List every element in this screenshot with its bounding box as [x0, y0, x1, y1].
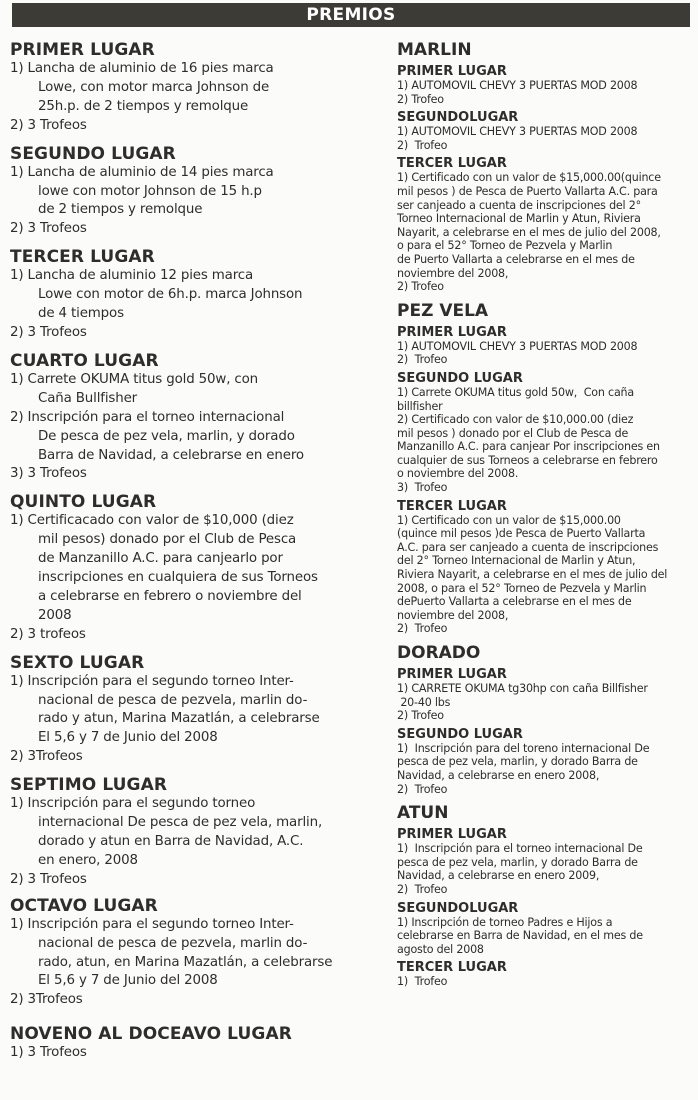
prize-line: 2) 3Trofeos [10, 992, 83, 1008]
prize-line: dePuerto Vallarta a celebrarse en el mes de [397, 595, 632, 609]
prize-list [397, 171, 691, 293]
prize-line: 2) Trofeo [397, 709, 444, 723]
prize-line: 1) Lancha de aluminio 12 pies marca [10, 268, 254, 284]
place-heading: OCTAVO LUGAR [10, 895, 158, 916]
prize-line: nacional de pesca de pezvela, marlin do- [38, 692, 308, 708]
place-heading: TERCER LUGAR [397, 498, 507, 514]
prize-line: de 2 tiempos y remolque [38, 202, 203, 218]
prize-line: 1) Carrete OKUMA titus gold 50w, con [10, 371, 259, 387]
prize-line: nacional de pesca de pezvela, marlin do- [38, 935, 308, 951]
place-heading: QUINTO LUGAR [10, 492, 157, 513]
prize-line: Lowe con motor de 6h.p. marca Johnson [38, 287, 303, 303]
prize-line: 2) Trofeo [397, 138, 448, 152]
prize-line: A.C. para ser canjeado a cuenta de inscripciones [397, 540, 659, 554]
prize-line: pesca de pez vela, marlin, y dorado Barra de [397, 855, 638, 869]
place-heading: TERCER LUGAR [10, 247, 155, 268]
place-section [10, 492, 340, 644]
prize-line: Barra de Navidad, a celebrarse en enero [38, 447, 304, 463]
place-heading: SEGUNDOLUGAR [397, 110, 519, 126]
prize-list [10, 371, 340, 484]
prize-line: 3) Trofeo [397, 481, 448, 495]
prize-list [397, 742, 691, 796]
place-heading: SEPTIMO LUGAR [10, 775, 168, 796]
prize-list [10, 60, 340, 136]
prize-list [397, 79, 691, 106]
prize-line: Nayarit, a celebrarse en el mes de julio del 2008, [397, 225, 661, 239]
place-section [397, 65, 691, 106]
place-heading: PRIMER LUGAR [397, 827, 507, 843]
category-heading: MARLIN [397, 40, 472, 60]
place-heading: PRIMER LUGAR [397, 324, 507, 340]
prize-line: 2) Certificado con valor de $10,000.00 (diez [397, 413, 634, 427]
category-heading: ATUN [397, 803, 449, 824]
prize-line: 2) 3 Trofeos [10, 117, 87, 133]
prize-line: del 2° Torneo Internacional de Marlin y Atun, [397, 554, 636, 568]
prize-line: Navidad, a celebrarse en enero 2009, [397, 869, 600, 883]
prize-line: billfisher [397, 399, 443, 413]
place-section [397, 372, 691, 495]
prize-line: noviembre del 2008, [397, 266, 509, 280]
prize-line: celebrarse en Barra de Navidad, en el mes de [397, 929, 643, 943]
prize-list [397, 916, 691, 957]
prize-line: 1) 3 Trofeos [10, 1045, 87, 1061]
prize-line: El 5,6 y 7 de Junio del 2008 [38, 973, 218, 989]
prize-line: noviembre del 2008, [397, 608, 509, 622]
place-heading: PRIMER LUGAR [397, 667, 507, 682]
prize-line: de 4 tiempos [38, 306, 124, 322]
place-section [10, 653, 340, 768]
place-section [397, 157, 691, 293]
premios-banner: PREMIOS [12, 3, 690, 27]
category-heading: PEZ VELA [397, 300, 489, 321]
place-heading: SEGUNDO LUGAR [10, 143, 176, 164]
prize-line: inscripciones en cualquiera de sus Torneos [38, 570, 318, 586]
prize-line: 1) Lancha de aluminio de 16 pies marca [10, 61, 274, 76]
prize-line: o para el 52° Torneo de Pezvela y Marlin [397, 239, 613, 253]
prize-line: 1) Inscripción para el segundo torneo [10, 796, 256, 812]
place-heading: SEGUNDO LUGAR [397, 726, 523, 742]
prize-line: Riviera Nayarit, a celebrarse en el mes de julio del [397, 568, 668, 582]
place-section [10, 775, 340, 890]
prize-line: 2) Trofeo [397, 92, 444, 106]
prize-list [10, 673, 340, 768]
prize-line: 2008, o para el 52° Torneo de Pezvela y Marlin [397, 581, 647, 595]
prize-line: 1) Certificado con un valor de $15,000.00(quince [397, 171, 661, 185]
prize-line: rado y atun, Marina Mazatlán, a celebrarse [38, 711, 320, 727]
prize-line: mil pesos) donado por el Club de Pesca [38, 532, 297, 548]
place-heading: PRIMER LUGAR [10, 40, 155, 60]
prize-list [10, 512, 340, 644]
prize-line: 2) Trofeo [397, 622, 448, 636]
place-section [10, 247, 340, 343]
place-heading: TERCER LUGAR [397, 156, 507, 172]
prize-list [397, 514, 691, 636]
place-section [397, 828, 691, 896]
prize-line: 1) Carrete OKUMA titus gold 50w, Con caña [397, 385, 634, 399]
prize-line: 1) Inscripción para el segundo torneo Inter- [10, 916, 294, 932]
prize-line: El 5,6 y 7 de Junio del 2008 [38, 730, 218, 746]
category-section [397, 40, 691, 294]
prize-line: internacional De pesca de pez vela, marlin, [38, 815, 323, 831]
prize-line: Lowe, con motor marca Johnson de [38, 79, 270, 95]
place-section [10, 144, 340, 240]
prize-list [10, 1044, 340, 1063]
place-heading: SEGUNDOLUGAR [397, 900, 519, 916]
place-heading: PRIMER LUGAR [397, 64, 507, 79]
prize-line: 1) Certificacado con valor de $10,000 (diez [10, 513, 294, 529]
prize-line: 1) Lancha de aluminio de 14 pies marca [10, 164, 274, 180]
prize-line: 1) AUTOMOVIL CHEVY 3 PUERTAS MOD 2008 [397, 339, 638, 353]
prize-list [10, 916, 340, 1011]
place-section [10, 40, 340, 136]
place-section [10, 1024, 340, 1063]
prize-line: Caña Bullfisher [38, 390, 138, 406]
prize-line: 2) Trofeo [397, 353, 448, 367]
prize-line: 1) CARRETE OKUMA tg30hp con caña Billfisher [397, 682, 648, 695]
prize-line: 1) AUTOMOVIL CHEVY 3 PUERTAS MOD 2008 [397, 125, 638, 139]
prize-line: 1) Inscripción para el torneo internacional De [397, 842, 643, 856]
prize-line: 2) 3 Trofeos [10, 871, 87, 887]
category-heading: DORADO [397, 643, 481, 663]
place-section [397, 961, 691, 989]
prize-list [397, 842, 691, 896]
category-section [397, 643, 691, 796]
place-heading: NOVENO AL DOCEAVO LUGAR [10, 1024, 292, 1045]
prize-line: agosto del 2008 [397, 942, 484, 956]
prize-line: cualquier de sus Torneos a celebrarse en febrero [397, 453, 658, 467]
prize-line: de Puerto Vallarta a celebrarse en el mes de [397, 252, 635, 266]
prize-list [10, 795, 340, 890]
prize-line: mil pesos ) donado por el Club de Pesca de [397, 426, 629, 440]
prize-line: de Manzanillo A.C. para canjearlo por [38, 551, 283, 567]
prize-line: 1) Inscripción de torneo Padres e Hijos a [397, 915, 613, 929]
prize-list [397, 386, 691, 495]
prize-list [397, 682, 691, 723]
prize-line: De pesca de pez vela, marlin, y dorado [38, 428, 295, 444]
prize-line: Navidad, a celebrarse en enero 2008, [397, 768, 600, 782]
prize-line: 1) AUTOMOVIL CHEVY 3 PUERTAS MOD 2008 [397, 79, 638, 92]
prize-line: 2) Trofeo [397, 782, 448, 796]
prize-line: 1) Certificado con un valor de $15,000.00 [397, 513, 621, 527]
prize-line: 2) 3Trofeos [10, 749, 83, 765]
place-section [10, 896, 340, 1011]
place-section [397, 111, 691, 152]
place-section [397, 728, 691, 796]
prize-line: o noviembre del 2008. [397, 467, 519, 481]
category-section [397, 803, 691, 989]
prize-line: 1) Inscripción para el segundo torneo Inter- [10, 673, 294, 689]
prize-line: 2) 3 trofeos [10, 626, 86, 642]
prize-line: Torneo Internacional de Marlin y Atun, Riviera [397, 212, 641, 226]
place-section [397, 902, 691, 957]
prize-line: 2) Trofeo [397, 882, 448, 896]
prize-line: mil pesos ) de Pesca de Puerto Vallarta A.C. para [397, 184, 658, 198]
place-heading: CUARTO LUGAR [10, 350, 159, 371]
prize-list [397, 125, 691, 152]
place-section [397, 326, 691, 367]
prize-line: 1) Inscripción para del toreno internacional De [397, 741, 650, 755]
prize-line: 20-40 lbs [397, 695, 451, 709]
left-column [10, 40, 340, 1063]
prize-line: 1) Trofeo [397, 975, 448, 989]
place-section [10, 351, 340, 484]
prize-line: 2) 3 Trofeos [10, 324, 87, 340]
prize-line: rado, atun, en Marina Mazatlán, a celebrarse [38, 954, 333, 970]
place-heading: SEXTO LUGAR [10, 652, 145, 673]
prize-line: en enero, 2008 [38, 852, 138, 868]
category-section [397, 301, 691, 636]
prize-list [397, 975, 691, 989]
prize-line: 3) 3 Trofeos [10, 466, 87, 482]
place-section [397, 668, 691, 723]
place-heading: SEGUNDO LUGAR [397, 370, 523, 386]
prize-line: dorado y atun en Barra de Navidad, A.C. [38, 834, 304, 849]
prize-line: (quince mil pesos )de Pesca de Puerto Vallarta [397, 527, 646, 541]
prize-list [10, 164, 340, 240]
prize-line: Manzanillo A.C. para canjear Por inscripciones en [397, 440, 660, 454]
prize-line: 2008 [38, 607, 72, 623]
prize-line: 2) Inscripción para el torneo internacional [10, 409, 285, 425]
prize-line: 2) 3 Trofeos [10, 221, 87, 237]
prize-line: pesca de pez vela, marlin, y dorado Barra de [397, 755, 638, 769]
right-column [397, 40, 691, 996]
prize-line: ser canjeado a cuenta de inscripciones del 2° [397, 198, 641, 212]
prize-line: lowe con motor Johnson de 15 h.p [38, 183, 262, 199]
place-section [397, 500, 691, 636]
prize-list [397, 340, 691, 367]
prize-list [10, 267, 340, 343]
prize-line: 2) Trofeo [397, 280, 444, 294]
prize-line: 25h.p. de 2 tiempos y remolque [38, 98, 249, 114]
prize-line: a celebrarse en febrero o noviembre del [38, 588, 302, 604]
place-heading: TERCER LUGAR [397, 960, 507, 976]
